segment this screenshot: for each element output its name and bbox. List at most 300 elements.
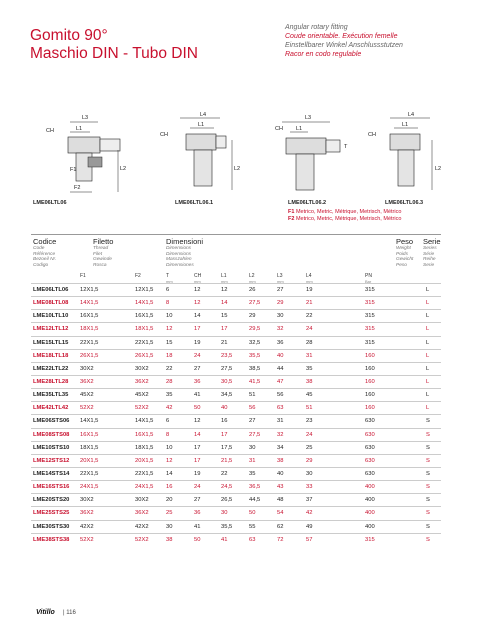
- cell-ch: 17: [194, 444, 201, 451]
- cell-l1: 16: [221, 418, 228, 425]
- cell-l4: 37: [306, 497, 313, 504]
- table-row: [31, 336, 441, 349]
- dim-l2: L2: [120, 166, 127, 172]
- cell-f2: 16X1,5: [135, 431, 154, 438]
- cell-f1: 24X1,5: [80, 484, 99, 491]
- cell-ch: 17: [194, 457, 201, 464]
- cell-l3: 29: [277, 300, 284, 307]
- cell-pn: 315: [365, 300, 375, 307]
- cell-ch: 36: [194, 510, 201, 517]
- header-serie: Serie Series Série Reihe Serie: [423, 237, 441, 268]
- cell-l2: 35,5: [249, 352, 261, 359]
- table-row: [31, 480, 441, 493]
- cell-l4: 38: [306, 378, 313, 385]
- legend-key-f2: F2: [288, 216, 295, 222]
- cell-code: LME10LTL10: [33, 313, 69, 320]
- cell-l4: 35: [306, 365, 313, 372]
- cell-code: LME06LTL06: [33, 287, 69, 293]
- cell-l1: 26,5: [221, 497, 233, 504]
- cell-l4: 29: [306, 457, 313, 464]
- cell-ch: 50: [194, 405, 201, 412]
- figure-label-1: LME06LTL06: [33, 200, 67, 206]
- cell-pn: 315: [365, 313, 375, 320]
- unit-l1: L1 mm: [221, 273, 228, 284]
- multilingual-subtitles: [285, 23, 403, 59]
- legend-text-f1: Metrico, Metric, Métrique, Metrisch, Métrico: [295, 209, 402, 215]
- cell-code: LME20STS20: [33, 497, 70, 504]
- dim-ch-2: CH: [160, 132, 168, 138]
- cell-t: 22: [166, 365, 173, 372]
- cell-code: LME16STS16: [33, 484, 70, 491]
- cell-pn: 630: [365, 431, 375, 438]
- cell-f2: 22X1,5: [135, 339, 154, 346]
- cell-code: LME10STS10: [33, 444, 70, 451]
- cell-t: 30: [166, 523, 173, 530]
- figure-1-drawing: [46, 115, 126, 192]
- cell-l2: 29: [249, 313, 256, 320]
- table-row: [31, 362, 441, 375]
- unit-ch: CH mm: [194, 273, 202, 284]
- cell-l3: 38: [277, 457, 284, 464]
- cell-l1: 17,5: [221, 444, 233, 451]
- cell-t: 35: [166, 392, 173, 399]
- figure-label-3: LME06LTL06.2: [288, 200, 327, 206]
- cell-code: LME14STS14: [33, 470, 70, 477]
- table-row: [31, 296, 441, 309]
- cell-ch: 41: [194, 523, 201, 530]
- dim-ch-4: CH: [368, 132, 376, 138]
- unit-pn: PN Bar: [365, 273, 372, 284]
- cell-l2: 41,5: [249, 378, 261, 385]
- cell-f1: 18X1,5: [80, 444, 99, 451]
- cell-l4: 22: [306, 313, 313, 320]
- cell-f2: 12X1,5: [135, 287, 154, 293]
- thread-legend: [288, 209, 401, 223]
- cell-code: LME15LTL15: [33, 339, 69, 346]
- cell-pn: 160: [365, 392, 375, 399]
- cell-l1: 41: [221, 536, 228, 543]
- cell-l3: 40: [277, 352, 284, 359]
- dim-l1-4: L1: [402, 122, 409, 128]
- cell-pn: 160: [365, 405, 375, 412]
- brand-logo: Vitillo: [36, 609, 55, 616]
- cell-pn: 630: [365, 418, 375, 425]
- cell-f2: 20X1,5: [135, 457, 154, 464]
- cell-l1: 30,5: [221, 378, 233, 385]
- cell-serie: S: [426, 484, 430, 491]
- cell-code: LME12LTL12: [33, 326, 69, 333]
- cell-l2: 56: [249, 405, 256, 412]
- cell-f2: 14X1,5: [135, 418, 154, 425]
- cell-pn: 160: [365, 378, 375, 385]
- cell-code: LME38STS38: [33, 536, 70, 543]
- cell-f2: 18X1,5: [135, 326, 154, 333]
- cell-l2: 63: [249, 536, 256, 543]
- cell-l3: 56: [277, 392, 284, 399]
- dim-ch: CH: [46, 128, 54, 134]
- cell-l4: 45: [306, 392, 313, 399]
- dim-l4: L4: [200, 112, 207, 118]
- cell-serie: L: [426, 300, 430, 307]
- cell-pn: 160: [365, 365, 375, 372]
- cell-l1: 17: [221, 326, 228, 333]
- figure-label-4: LME06LTL06.3: [385, 200, 424, 206]
- cell-l2: 50: [249, 510, 256, 517]
- cell-ch: 17: [194, 326, 201, 333]
- table-row: [31, 467, 441, 480]
- table-body: [31, 283, 441, 546]
- cell-ch: 12: [194, 418, 201, 425]
- cell-l3: 54: [277, 510, 284, 517]
- cell-code: LME12STS12: [33, 457, 70, 464]
- cell-t: 15: [166, 339, 173, 346]
- cell-t: 28: [166, 378, 173, 385]
- cell-f2: 22X1,5: [135, 470, 154, 477]
- cell-l3: 43: [277, 484, 284, 491]
- header-peso: Peso Weight Poids Gewicht Peso: [396, 237, 414, 268]
- table-header: [31, 234, 441, 283]
- subtitle-es: Racor en codo regulable: [285, 51, 362, 58]
- table-row: [31, 401, 441, 414]
- cell-l4: 33: [306, 484, 313, 491]
- cell-ch: 27: [194, 365, 201, 372]
- cell-ch: 12: [194, 300, 201, 307]
- cell-code: LME22LTL22: [33, 365, 69, 372]
- cell-l3: 32: [277, 326, 284, 333]
- cell-l2: 32,5: [249, 339, 261, 346]
- cell-t: 38: [166, 536, 173, 543]
- cell-serie: L: [426, 405, 430, 412]
- header-dimensioni: Dimensioni Dimensions Dimensions Masszahlen Dimensiones: [166, 237, 204, 268]
- header-codice: Codice Code Référence Bezoeil Nr. Codigo: [33, 237, 57, 268]
- cell-t: 8: [166, 431, 170, 438]
- cell-code: LME42LTL42: [33, 405, 69, 412]
- cell-l4: 24: [306, 326, 313, 333]
- cell-pn: 400: [365, 510, 375, 517]
- cell-serie: S: [426, 418, 430, 425]
- figure-label-2: LME06LTL06.1: [175, 200, 214, 206]
- cell-l2: 27,5: [249, 300, 261, 307]
- cell-l2: 29,5: [249, 326, 261, 333]
- cell-l1: 35,5: [221, 523, 233, 530]
- cell-t: 14: [166, 470, 173, 477]
- cell-f2: 18X1,5: [135, 444, 154, 451]
- cell-pn: 315: [365, 536, 375, 543]
- footer: [36, 607, 76, 616]
- cell-f1: 14X1,5: [80, 418, 99, 425]
- cell-code: LME06STS06: [33, 418, 70, 425]
- technical-drawings: [0, 110, 495, 200]
- cell-f1: 36X2: [80, 378, 94, 385]
- cell-pn: 630: [365, 444, 375, 451]
- cell-l3: 31: [277, 418, 284, 425]
- cell-l1: 15: [221, 313, 228, 320]
- cell-t: 16: [166, 484, 173, 491]
- cell-ch: 12: [194, 287, 201, 293]
- cell-ch: 14: [194, 431, 201, 438]
- cell-l1: 23,5: [221, 352, 233, 359]
- page-number: | 116: [63, 610, 76, 616]
- subtitle-de: Einstellbarer Winkel Anschlussstutzen: [285, 42, 403, 49]
- cell-t: 6: [166, 287, 170, 293]
- cell-l1: 40: [221, 405, 228, 412]
- cell-l3: 63: [277, 405, 284, 412]
- cell-f2: 26X1,5: [135, 352, 154, 359]
- cell-t: 12: [166, 326, 173, 333]
- cell-l4: 28: [306, 339, 313, 346]
- cell-serie: S: [426, 523, 430, 530]
- cell-pn: 400: [365, 523, 375, 530]
- legend-key-f1: F1: [288, 209, 295, 215]
- cell-f1: 26X1,5: [80, 352, 99, 359]
- cell-l1: 14: [221, 300, 228, 307]
- cell-l1: 30: [221, 510, 228, 517]
- cell-ch: 19: [194, 470, 201, 477]
- figure-4-drawing: [368, 112, 441, 190]
- cell-l3: 27: [277, 287, 284, 293]
- subtitle-fr: Coude orientable. Exécution femelle: [285, 33, 398, 40]
- cell-t: 18: [166, 352, 173, 359]
- cell-pn: 315: [365, 326, 375, 333]
- cell-serie: S: [426, 510, 430, 517]
- cell-l3: 72: [277, 536, 284, 543]
- cell-f2: 14X1,5: [135, 300, 154, 307]
- cell-l4: 25: [306, 444, 313, 451]
- cell-f1: 20X1,5: [80, 457, 99, 464]
- table-row: [31, 428, 441, 441]
- cell-ch: 27: [194, 497, 201, 504]
- cell-f1: 30X2: [80, 365, 94, 372]
- figure-2-drawing: [160, 112, 240, 190]
- cell-serie: S: [426, 470, 430, 477]
- cell-l1: 21: [221, 339, 228, 346]
- cell-l1: 17: [221, 431, 228, 438]
- cell-l4: 23: [306, 418, 313, 425]
- cell-t: 10: [166, 313, 173, 320]
- table-row: [31, 506, 441, 519]
- cell-serie: L: [426, 365, 430, 372]
- cell-f2: 45X2: [135, 392, 149, 399]
- cell-ch: 24: [194, 484, 201, 491]
- page-title: [30, 27, 198, 63]
- cell-f2: 42X2: [135, 523, 149, 530]
- cell-f1: 45X2: [80, 392, 94, 399]
- dim-l3-3: L3: [305, 115, 312, 121]
- cell-serie: S: [426, 497, 430, 504]
- cell-code: LME30STS30: [33, 523, 70, 530]
- cell-code: LME28LTL28: [33, 378, 69, 385]
- cell-pn: 160: [365, 352, 375, 359]
- cell-l2: 55: [249, 523, 256, 530]
- dimension-table: [31, 234, 441, 546]
- cell-f1: 16X1,5: [80, 431, 99, 438]
- table-row: [31, 520, 441, 533]
- cell-l1: 24,5: [221, 484, 233, 491]
- cell-serie: L: [426, 378, 430, 385]
- cell-f1: 14X1,5: [80, 300, 99, 307]
- dim-l4-4: L4: [408, 112, 415, 118]
- cell-l2: 30: [249, 444, 256, 451]
- cell-code: LME35LTL35: [33, 392, 69, 399]
- cell-serie: L: [426, 392, 430, 399]
- cell-f2: 16X1,5: [135, 313, 154, 320]
- cell-l3: 40: [277, 470, 284, 477]
- dim-l1: L1: [76, 126, 83, 132]
- unit-l4: L4 mm: [306, 273, 313, 284]
- cell-l4: 57: [306, 536, 313, 543]
- cell-l2: 51: [249, 392, 256, 399]
- table-row: [31, 309, 441, 322]
- table-row: [31, 349, 441, 362]
- cell-f2: 52X2: [135, 536, 149, 543]
- cell-l2: 27: [249, 418, 256, 425]
- cell-l3: 48: [277, 497, 284, 504]
- unit-t: T mm: [166, 273, 173, 284]
- cell-l2: 44,5: [249, 497, 261, 504]
- cell-serie: L: [426, 339, 430, 346]
- cell-f2: 24X1,5: [135, 484, 154, 491]
- cell-l1: 21,5: [221, 457, 233, 464]
- dim-f1: F1: [70, 167, 77, 173]
- cell-l1: 34,5: [221, 392, 233, 399]
- table-row: [31, 414, 441, 427]
- cell-ch: 19: [194, 339, 201, 346]
- cell-l4: 49: [306, 523, 313, 530]
- cell-l2: 36,5: [249, 484, 261, 491]
- cell-l4: 24: [306, 431, 313, 438]
- cell-pn: 315: [365, 287, 375, 293]
- cell-t: 42: [166, 405, 173, 412]
- cell-l4: 42: [306, 510, 313, 517]
- table-row: [31, 533, 441, 546]
- cell-serie: S: [426, 444, 430, 451]
- cell-serie: L: [426, 287, 430, 293]
- cell-t: 20: [166, 497, 173, 504]
- cell-f2: 30X2: [135, 365, 149, 372]
- cell-f1: 52X2: [80, 405, 94, 412]
- title-line-2: Maschio DIN - Tubo DIN: [30, 45, 198, 62]
- legend-text-f2: Metrico, Metric, Métrique, Metrisch, Métrico: [295, 216, 402, 222]
- table-row: [31, 454, 441, 467]
- unit-l3: L3 mm: [277, 273, 284, 284]
- cell-code: LME25STS25: [33, 510, 70, 517]
- cell-serie: L: [426, 313, 430, 320]
- cell-ch: 14: [194, 313, 201, 320]
- cell-l2: 27,5: [249, 431, 261, 438]
- table-row: [31, 322, 441, 335]
- cell-l2: 26: [249, 287, 256, 293]
- cell-ch: 24: [194, 352, 201, 359]
- cell-l3: 36: [277, 339, 284, 346]
- cell-t: 10: [166, 444, 173, 451]
- cell-f2: 52X2: [135, 405, 149, 412]
- cell-l2: 31: [249, 457, 256, 464]
- cell-f1: 22X1,5: [80, 339, 99, 346]
- cell-l3: 34: [277, 444, 284, 451]
- cell-l2: 35: [249, 470, 256, 477]
- dim-ch-3: CH: [275, 126, 283, 132]
- cell-t: 8: [166, 300, 170, 307]
- cell-serie: S: [426, 536, 430, 543]
- dim-l2-2: L2: [234, 166, 241, 172]
- cell-f1: 30X2: [80, 497, 94, 504]
- cell-l3: 62: [277, 523, 284, 530]
- dim-l3: L3: [82, 115, 89, 121]
- table-row: [31, 388, 441, 401]
- cell-ch: 41: [194, 392, 201, 399]
- dim-t: T: [344, 144, 348, 150]
- cell-l4: 21: [306, 300, 313, 307]
- cell-l1: 22: [221, 470, 228, 477]
- dim-l2-4: L2: [435, 166, 442, 172]
- cell-pn: 630: [365, 470, 375, 477]
- cell-f2: 30X2: [135, 497, 149, 504]
- table-row: [31, 441, 441, 454]
- cell-code: LME08LTL08: [33, 300, 69, 307]
- subtitle-en: Angular rotary fitting: [285, 24, 348, 31]
- cell-code: LME18LTL18: [33, 352, 69, 359]
- cell-f1: 16X1,5: [80, 313, 99, 320]
- cell-f2: 36X2: [135, 378, 149, 385]
- cell-l3: 44: [277, 365, 284, 372]
- dim-l1-3: L1: [296, 126, 303, 132]
- dim-f2: F2: [74, 185, 81, 191]
- cell-ch: 36: [194, 378, 201, 385]
- cell-l1: 27,5: [221, 365, 233, 372]
- cell-code: LME08STS08: [33, 431, 70, 438]
- figure-3-drawing: [275, 115, 348, 190]
- cell-serie: S: [426, 431, 430, 438]
- cell-l1: 12: [221, 287, 228, 293]
- cell-t: 25: [166, 510, 173, 517]
- cell-serie: L: [426, 352, 430, 359]
- table-row: [31, 283, 441, 296]
- unit-l2: L2 mm: [249, 273, 256, 284]
- cell-l4: 31: [306, 352, 313, 359]
- cell-pn: 400: [365, 497, 375, 504]
- cell-l3: 30: [277, 313, 284, 320]
- cell-serie: L: [426, 326, 430, 333]
- cell-f1: 22X1,5: [80, 470, 99, 477]
- cell-l2: 38,5: [249, 365, 261, 372]
- cell-l4: 30: [306, 470, 313, 477]
- cell-f1: 18X1,5: [80, 326, 99, 333]
- cell-pn: 400: [365, 484, 375, 491]
- cell-l3: 47: [277, 378, 284, 385]
- cell-pn: 315: [365, 339, 375, 346]
- table-row: [31, 493, 441, 506]
- cell-t: 6: [166, 418, 170, 425]
- table-row: [31, 375, 441, 388]
- cell-pn: 630: [365, 457, 375, 464]
- unit-f1: F1: [80, 273, 86, 279]
- cell-f1: 42X2: [80, 523, 94, 530]
- cell-f1: 36X2: [80, 510, 94, 517]
- cell-f2: 36X2: [135, 510, 149, 517]
- dim-l1-2: L1: [198, 122, 205, 128]
- cell-l3: 32: [277, 431, 284, 438]
- cell-l4: 19: [306, 287, 313, 293]
- header-filetto: Filetto Thread Filet Gewinde Rosca: [93, 237, 114, 268]
- cell-ch: 50: [194, 536, 201, 543]
- unit-f2: F2: [135, 273, 141, 279]
- title-line-1: Gomito 90°: [30, 27, 108, 44]
- cell-f1: 12X1,5: [80, 287, 99, 293]
- cell-f1: 52X2: [80, 536, 94, 543]
- cell-l4: 51: [306, 405, 313, 412]
- cell-t: 12: [166, 457, 173, 464]
- cell-serie: S: [426, 457, 430, 464]
